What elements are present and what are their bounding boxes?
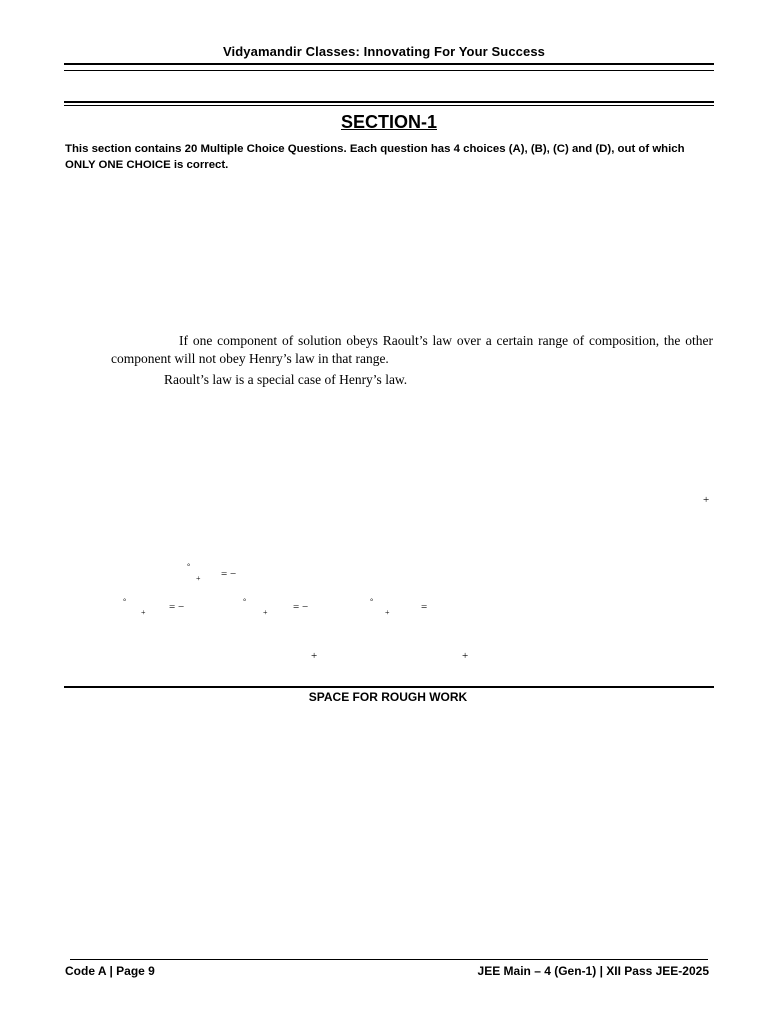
plus-symbol: + [141,608,146,617]
footer-rule [70,959,708,960]
section-instructions: This section contains 20 Multiple Choice Questions. Each question has 4 choices (A), (B), (C) and (D), out of which ONLY ONE CHOICE is correct. [65,143,685,171]
footer-code-page: Code A | Page 9 [65,964,155,978]
degree-symbol: ° [243,597,247,606]
plus-symbol: + [462,650,469,662]
section-title: SECTION-1 [340,112,437,132]
header-rule-top [64,63,714,65]
degree-symbol: ° [123,597,127,606]
plus-symbol: + [196,574,201,583]
equals-minus-symbol: = − [169,601,185,613]
header-rule-bottom [64,70,714,71]
page-header-title: Vidyamandir Classes: Innovating For Your Success [223,44,545,59]
rough-work-label: SPACE FOR ROUGH WORK [308,690,468,704]
statement-1: If one component of solution obeys Raoult’s law over a certain range of composition, the other component will not obey Henry’s law in that range. [111,333,713,366]
degree-symbol: ° [187,562,191,571]
equals-symbol: = [421,601,428,613]
section-rule-bottom [64,105,714,106]
equals-minus-symbol: = − [293,601,309,613]
plus-symbol: + [263,608,268,617]
equals-minus-symbol: = − [221,568,237,580]
section-rule-top [64,101,714,103]
statement-2: Raoult’s law is a special case of Henry’s law. [164,372,408,387]
plus-symbol: + [311,650,318,662]
plus-symbol: + [703,494,710,506]
degree-symbol: ° [370,597,374,606]
plus-symbol: + [385,608,390,617]
rough-work-rule [64,686,714,688]
footer-exam-info: JEE Main – 4 (Gen-1) | XII Pass JEE-2025 [477,964,709,978]
